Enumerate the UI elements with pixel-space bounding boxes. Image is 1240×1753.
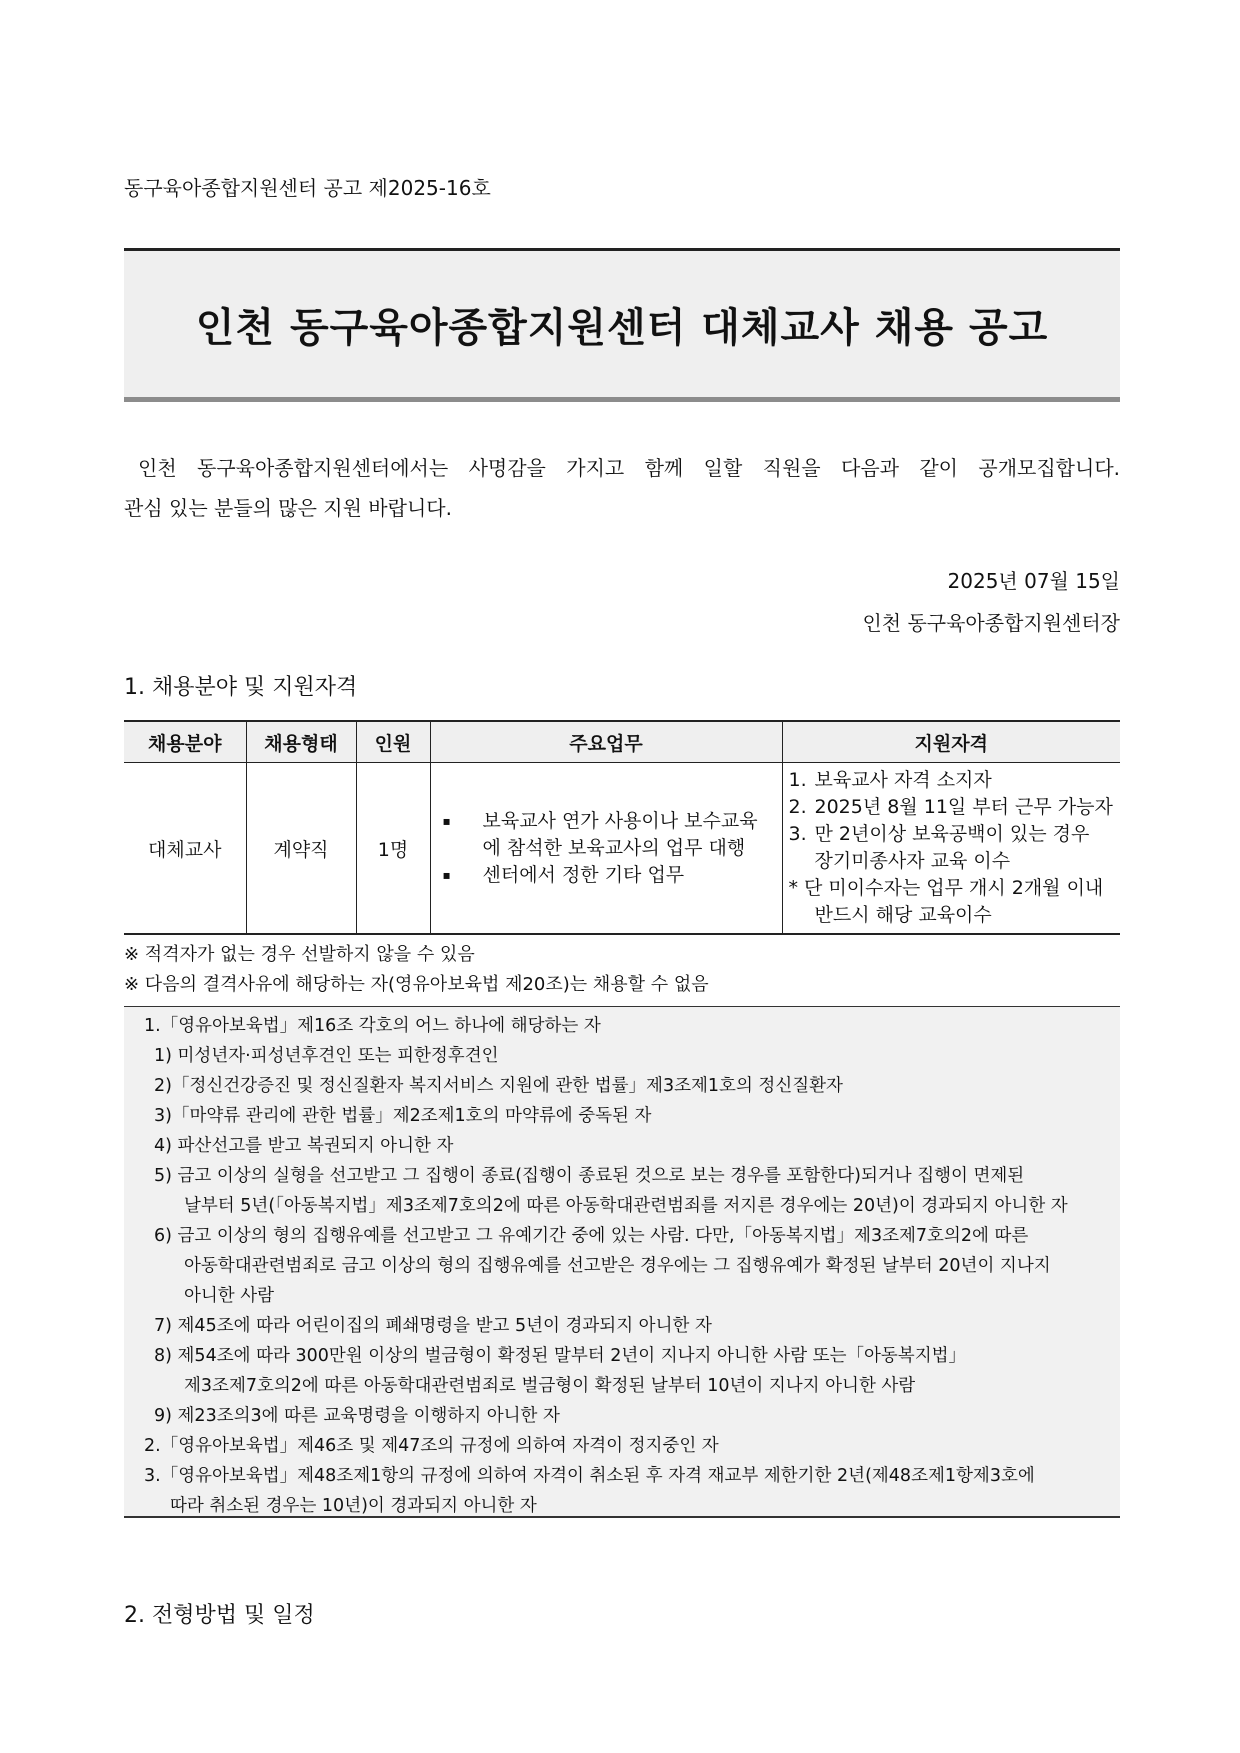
- qualification-text: 2025년 8월 11일 부터 근무 가능자: [814, 796, 1113, 818]
- note-line: ※ 적격자가 없는 경우 선발하지 않을 수 있음: [124, 944, 475, 965]
- page-title: 인천 동구육아종합지원센터 대체교사 채용 공고: [195, 304, 1049, 351]
- intro-line-2: 관심 있는 분들의 많은 지원 바랍니다.: [124, 496, 452, 520]
- title-banner: [124, 248, 1120, 402]
- qualification-continuation: 장기미종사자 교육 이수: [814, 850, 1011, 872]
- duty-line: 보육교사 연가 사용이나 보수교육: [482, 809, 758, 832]
- notes-block: [124, 940, 709, 1000]
- qualification-item: [789, 821, 1117, 848]
- disq-subitem: 9) 제23조의3에 따른 교육명령을 이행하지 아니한 자: [154, 1406, 560, 1426]
- duty-line: 센터에서 정한 기타 업무: [482, 863, 685, 886]
- intro-paragraph: [124, 448, 1120, 528]
- note-line: ※ 다음의 결격사유에 해당하는 자(영유아보육법 제20조)는 채용할 수 없음: [124, 974, 709, 995]
- recruitment-table: [124, 720, 1120, 935]
- signoff-block: [862, 560, 1120, 644]
- header-count: 인원: [356, 721, 430, 763]
- qualification-number: 2.: [788, 796, 807, 818]
- table-row: [124, 763, 1120, 935]
- notice-number: 동구육아종합지원센터 공고 제2025-16호: [124, 176, 491, 200]
- qualification-text: 만 2년이상 보육공백이 있는 경우: [814, 823, 1090, 845]
- qualification-text: 보육교사 자격 소지자: [814, 769, 992, 791]
- issuer-name: 인천 동구육아종합지원센터장: [862, 611, 1120, 635]
- duty-item: [443, 808, 774, 862]
- disq-item-continuation: 따라 취소된 경우는 10년)이 경과되지 아니한 자: [170, 1496, 537, 1516]
- qualification-item: [789, 794, 1117, 821]
- cell-field: 대체교사: [124, 763, 246, 935]
- qualification-note: * 단 미이수자는 업무 개시 2개월 이내: [788, 877, 1104, 899]
- notice-date: 2025년 07월 15일: [947, 569, 1120, 593]
- square-bullet-icon: ▪: [442, 867, 451, 882]
- disq-subitem: 8) 제54조에 따라 300만원 이상의 벌금형이 확정된 말부터 2년이 지나지 아니한 사람 또는「아동복지법」: [154, 1346, 967, 1366]
- section-2-heading: 2. 전형방법 및 일정: [124, 1603, 315, 1628]
- duties-list: [443, 808, 774, 889]
- header-duties: 주요업무: [430, 721, 782, 763]
- disqualification-box: [124, 1006, 1120, 1518]
- duty-item: [443, 862, 774, 889]
- duty-line: 에 참석한 보육교사의 업무 대행: [482, 836, 746, 859]
- disq-subitem: 6) 금고 이상의 형의 집행유예를 선고받고 그 유예기간 중에 있는 사람. 다만,「아동복지법」제3조제7호의2에 따른: [154, 1226, 1029, 1246]
- disq-subitem-continuation: 아동학대관련범죄로 금고 이상의 형의 집행유예를 선고받은 경우에는 그 집행유예가 확정된 날부터 20년이 지나지: [184, 1256, 1051, 1276]
- cell-duties: [430, 763, 782, 935]
- square-bullet-icon: ▪: [442, 813, 451, 828]
- disq-subitem-continuation: 제3조제7호의2에 따른 아동학대관련범죄로 벌금형이 확정된 날부터 10년이 지나지 아니한 사람: [184, 1376, 916, 1396]
- header-qualifications: 지원자격: [782, 721, 1120, 763]
- qualification-number: 3.: [788, 823, 807, 845]
- disq-subitem: 1) 미성년자·피성년후견인 또는 피한정후견인: [154, 1046, 499, 1066]
- qualification-note-continuation: 반드시 해당 교육이수: [814, 904, 992, 926]
- disq-subitem: 2)「정신건강증진 및 정신질환자 복지서비스 지원에 관한 법률」제3조제1호의 정신질환자: [154, 1076, 843, 1096]
- section-1-heading: 1. 채용분야 및 지원자격: [124, 675, 358, 700]
- disq-subitem-continuation: 날부터 5년(「아동복지법」제3조제7호의2에 따른 아동학대관련범죄를 저지른 경우에는 20년)이 경과되지 아니한 자: [184, 1196, 1068, 1216]
- disq-subitem-continuation: 아니한 사람: [184, 1286, 275, 1306]
- disq-item: 2.「영유아보육법」제46조 및 제47조의 규정에 의하여 자격이 정지중인 자: [144, 1436, 719, 1456]
- qualification-number: 1.: [788, 769, 807, 791]
- table-header-row: [124, 721, 1120, 763]
- disq-subitem: 3)「마약류 관리에 관한 법률」제2조제1호의 마약류에 중독된 자: [154, 1106, 652, 1126]
- header-type: 채용형태: [246, 721, 356, 763]
- cell-count: 1명: [356, 763, 430, 935]
- header-field: 채용분야: [124, 721, 246, 763]
- cell-type: 계약직: [246, 763, 356, 935]
- disq-subitem: 4) 파산선고를 받고 복권되지 아니한 자: [154, 1136, 454, 1156]
- disq-subitem: 7) 제45조에 따라 어린이집의 폐쇄명령을 받고 5년이 경과되지 아니한 자: [154, 1316, 712, 1336]
- cell-qualifications: [782, 763, 1120, 935]
- disq-item: 3.「영유아보육법」제48조제1항의 규정에 의하여 자격이 취소된 후 자격 재교부 제한기한 2년(제48조제1항제3호에: [144, 1466, 1035, 1486]
- qualification-item: [789, 767, 1117, 794]
- disq-subitem: 5) 금고 이상의 실형을 선고받고 그 집행이 종료(집행이 종료된 것으로 보는 경우를 포함한다)되거나 집행이 면제된: [154, 1166, 1025, 1186]
- intro-line-1: 인천 동구육아종합지원센터에서는 사명감을 가지고 함께 일할 직원을 다음과 같이 공개모집합니다.: [138, 456, 1120, 480]
- disq-item: 1.「영유아보육법」제16조 각호의 어느 하나에 해당하는 자: [144, 1016, 601, 1036]
